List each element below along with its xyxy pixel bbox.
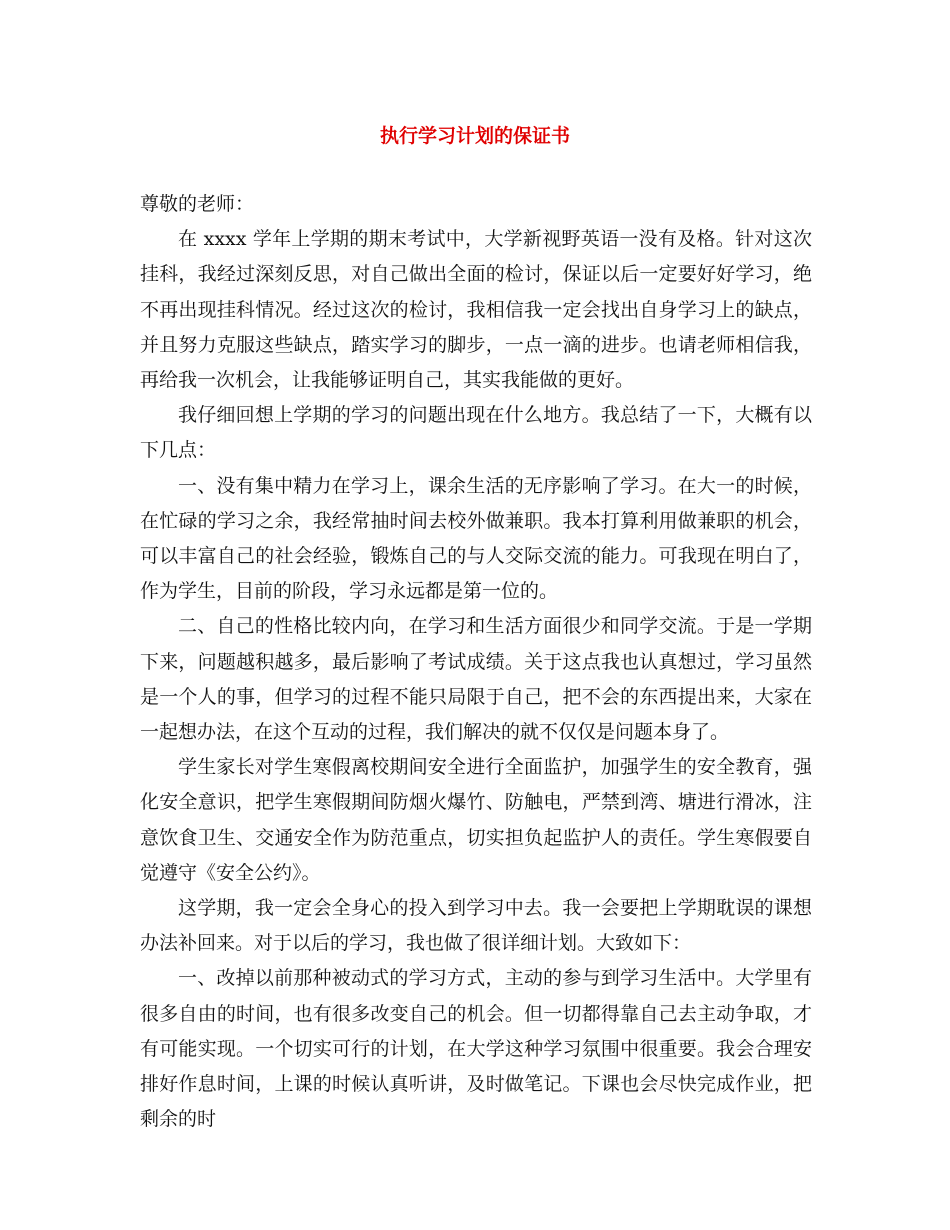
paragraph-1: 在 xxxx 学年上学期的期末考试中，大学新视野英语一没有及格。针对这次挂科，我经过深刻反思，对自己做出全面的检讨，保证以后一定要好好学习，绝不再出现挂科情况。经过这次的检讨，我相信我一定会找出自身学习上的缺点，并且努力克服这些缺点，踏实学习的脚步，一点一滴的进步。也请老师相信我，再给我一次机会，让我能够证明自己，其实我能做的更好。 [140,228,812,392]
document-title: 执行学习计划的保证书 [379,125,570,147]
paragraph-7: 一、改掉以前那种被动式的学习方式，主动的参与到学习生活中。大学里有很多自由的时间，也有很多改变自己的机会。但一切都得靠自己去主动争取，才有可能实现。一个切实可行的计划，在大学这种学习氛围中很重要。我会合理安排好作息时间，上课的时候认真听讲，及时做笔记。下课也会尽快完成作业，把剩余的时 [140,967,812,1131]
paragraph-2: 我仔细回想上学期的学习的问题出现在什么地方。我总结了一下，大概有以下几点： [140,404,812,462]
paragraph-4: 二、自己的性格比较内向，在学习和生活方面很少和同学交流。于是一学期下来，问题越积越多，最后影响了考试成绩。关于这点我也认真想过，学习虽然是一个人的事，但学习的过程不能只局限于自己，把不会的东西提出来，大家在一起想办法，在这个互动的过程，我们解决的就不仅仅是问题本身了。 [140,615,812,744]
paragraph-6: 这学期，我一定会全身心的投入到学习中去。我一会要把上学期耽误的课想办法补回来。对于以后的学习，我也做了很详细计划。大致如下： [140,897,812,955]
paragraph-3: 一、没有集中精力在学习上，课余生活的无序影响了学习。在大一的时候，在忙碌的学习之余，我经常抽时间去校外做兼职。我本打算利用做兼职的机会，可以丰富自己的社会经验，锻炼自己的与人交际交流的能力。可我现在明白了，作为学生，目前的阶段，学习永远都是第一位的。 [140,474,812,603]
paragraph-5: 学生家长对学生寒假离校期间安全进行全面监护，加强学生的安全教育，强化安全意识，把学生寒假期间防烟火爆竹、防触电，严禁到湾、塘进行滑冰，注意饮食卫生、交通安全作为防范重点，切实担负起监护人的责任。学生寒假要自觉遵守《安全公约》。 [140,756,812,884]
salutation: 尊敬的老师： [140,193,255,215]
document-body [140,187,812,1137]
